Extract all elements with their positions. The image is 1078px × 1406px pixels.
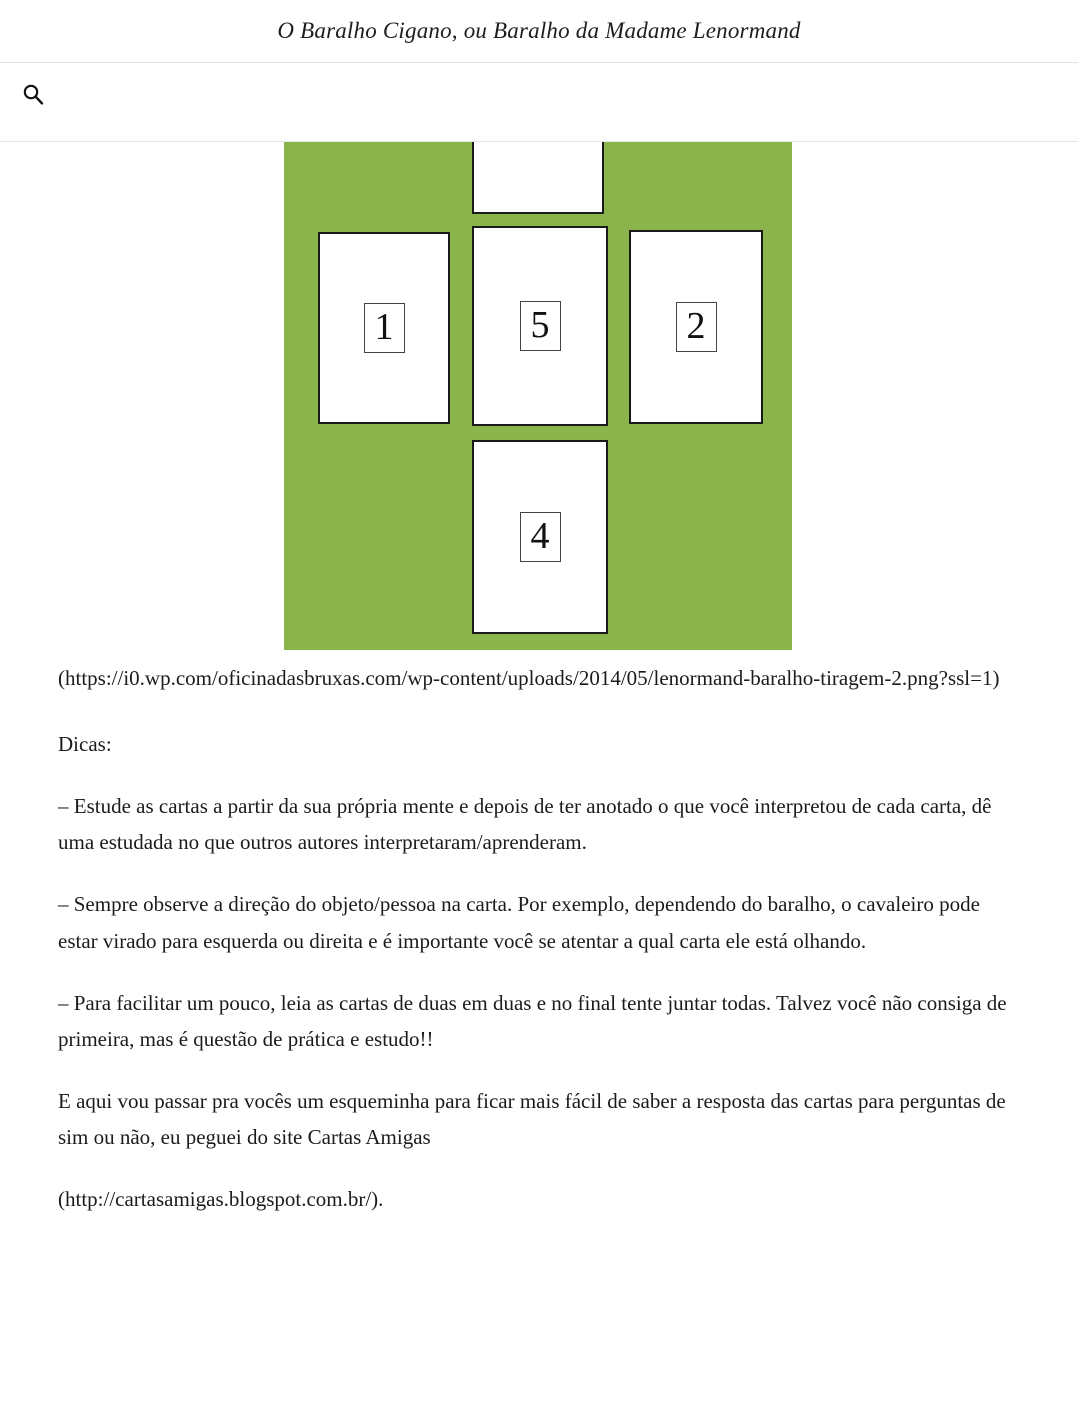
- spread-card-5: [472, 226, 608, 426]
- tip-item-3: – Para facilitar um pouco, leia as cartas de duas em duas e no final tente juntar todas. Talvez você não consiga de primeira, mas é questão de prática e estudo!!: [58, 990, 1007, 1051]
- spread-card-2-label: 2: [676, 302, 717, 352]
- spread-card-5-label: 5: [520, 301, 561, 351]
- spread-card-1: [318, 232, 450, 424]
- site-header: [0, 0, 1078, 63]
- tip-item-1: – Estude as cartas a partir da sua própria mente e depois de ter anotado o que você interpretou de cada carta, dê uma estudada no que outros autores interpretaram/aprenderam.: [58, 794, 992, 855]
- image-source-caption: (https://i0.wp.com/oficinadasbruxas.com/wp-content/uploads/2014/05/lenormand-baralho-tiragem-2.png?ssl=1): [58, 666, 1000, 690]
- closing-link-text: (http://cartasamigas.blogspot.com.br/).: [58, 1187, 384, 1212]
- search-glyph: [22, 83, 44, 105]
- article-body: [58, 660, 1020, 1243]
- tip-item-2: – Sempre observe a direção do objeto/pessoa na carta. Por exemplo, dependendo do baralho, o cavaleiro pode estar virado para esquerda ou direita e é importante você se atentar a qual carta ele está olhando.: [58, 892, 980, 953]
- spread-card-1-label: 1: [364, 303, 405, 353]
- spread-card-4: [472, 440, 608, 634]
- tips-heading: Dicas:: [58, 732, 112, 757]
- spread-card-4-label: 4: [520, 512, 561, 562]
- page-title: O Baralho Cigano, ou Baralho da Madame Lenormand: [277, 18, 801, 43]
- search-icon[interactable]: [16, 77, 50, 111]
- closing-paragraph: E aqui vou passar pra vocês um esqueminha para ficar mais fácil de saber a resposta das cartas para perguntas de sim ou não, eu peguei do site Cartas Amigas: [58, 1088, 1006, 1149]
- spread-card-2: [629, 230, 763, 424]
- toolbar: [0, 63, 1078, 142]
